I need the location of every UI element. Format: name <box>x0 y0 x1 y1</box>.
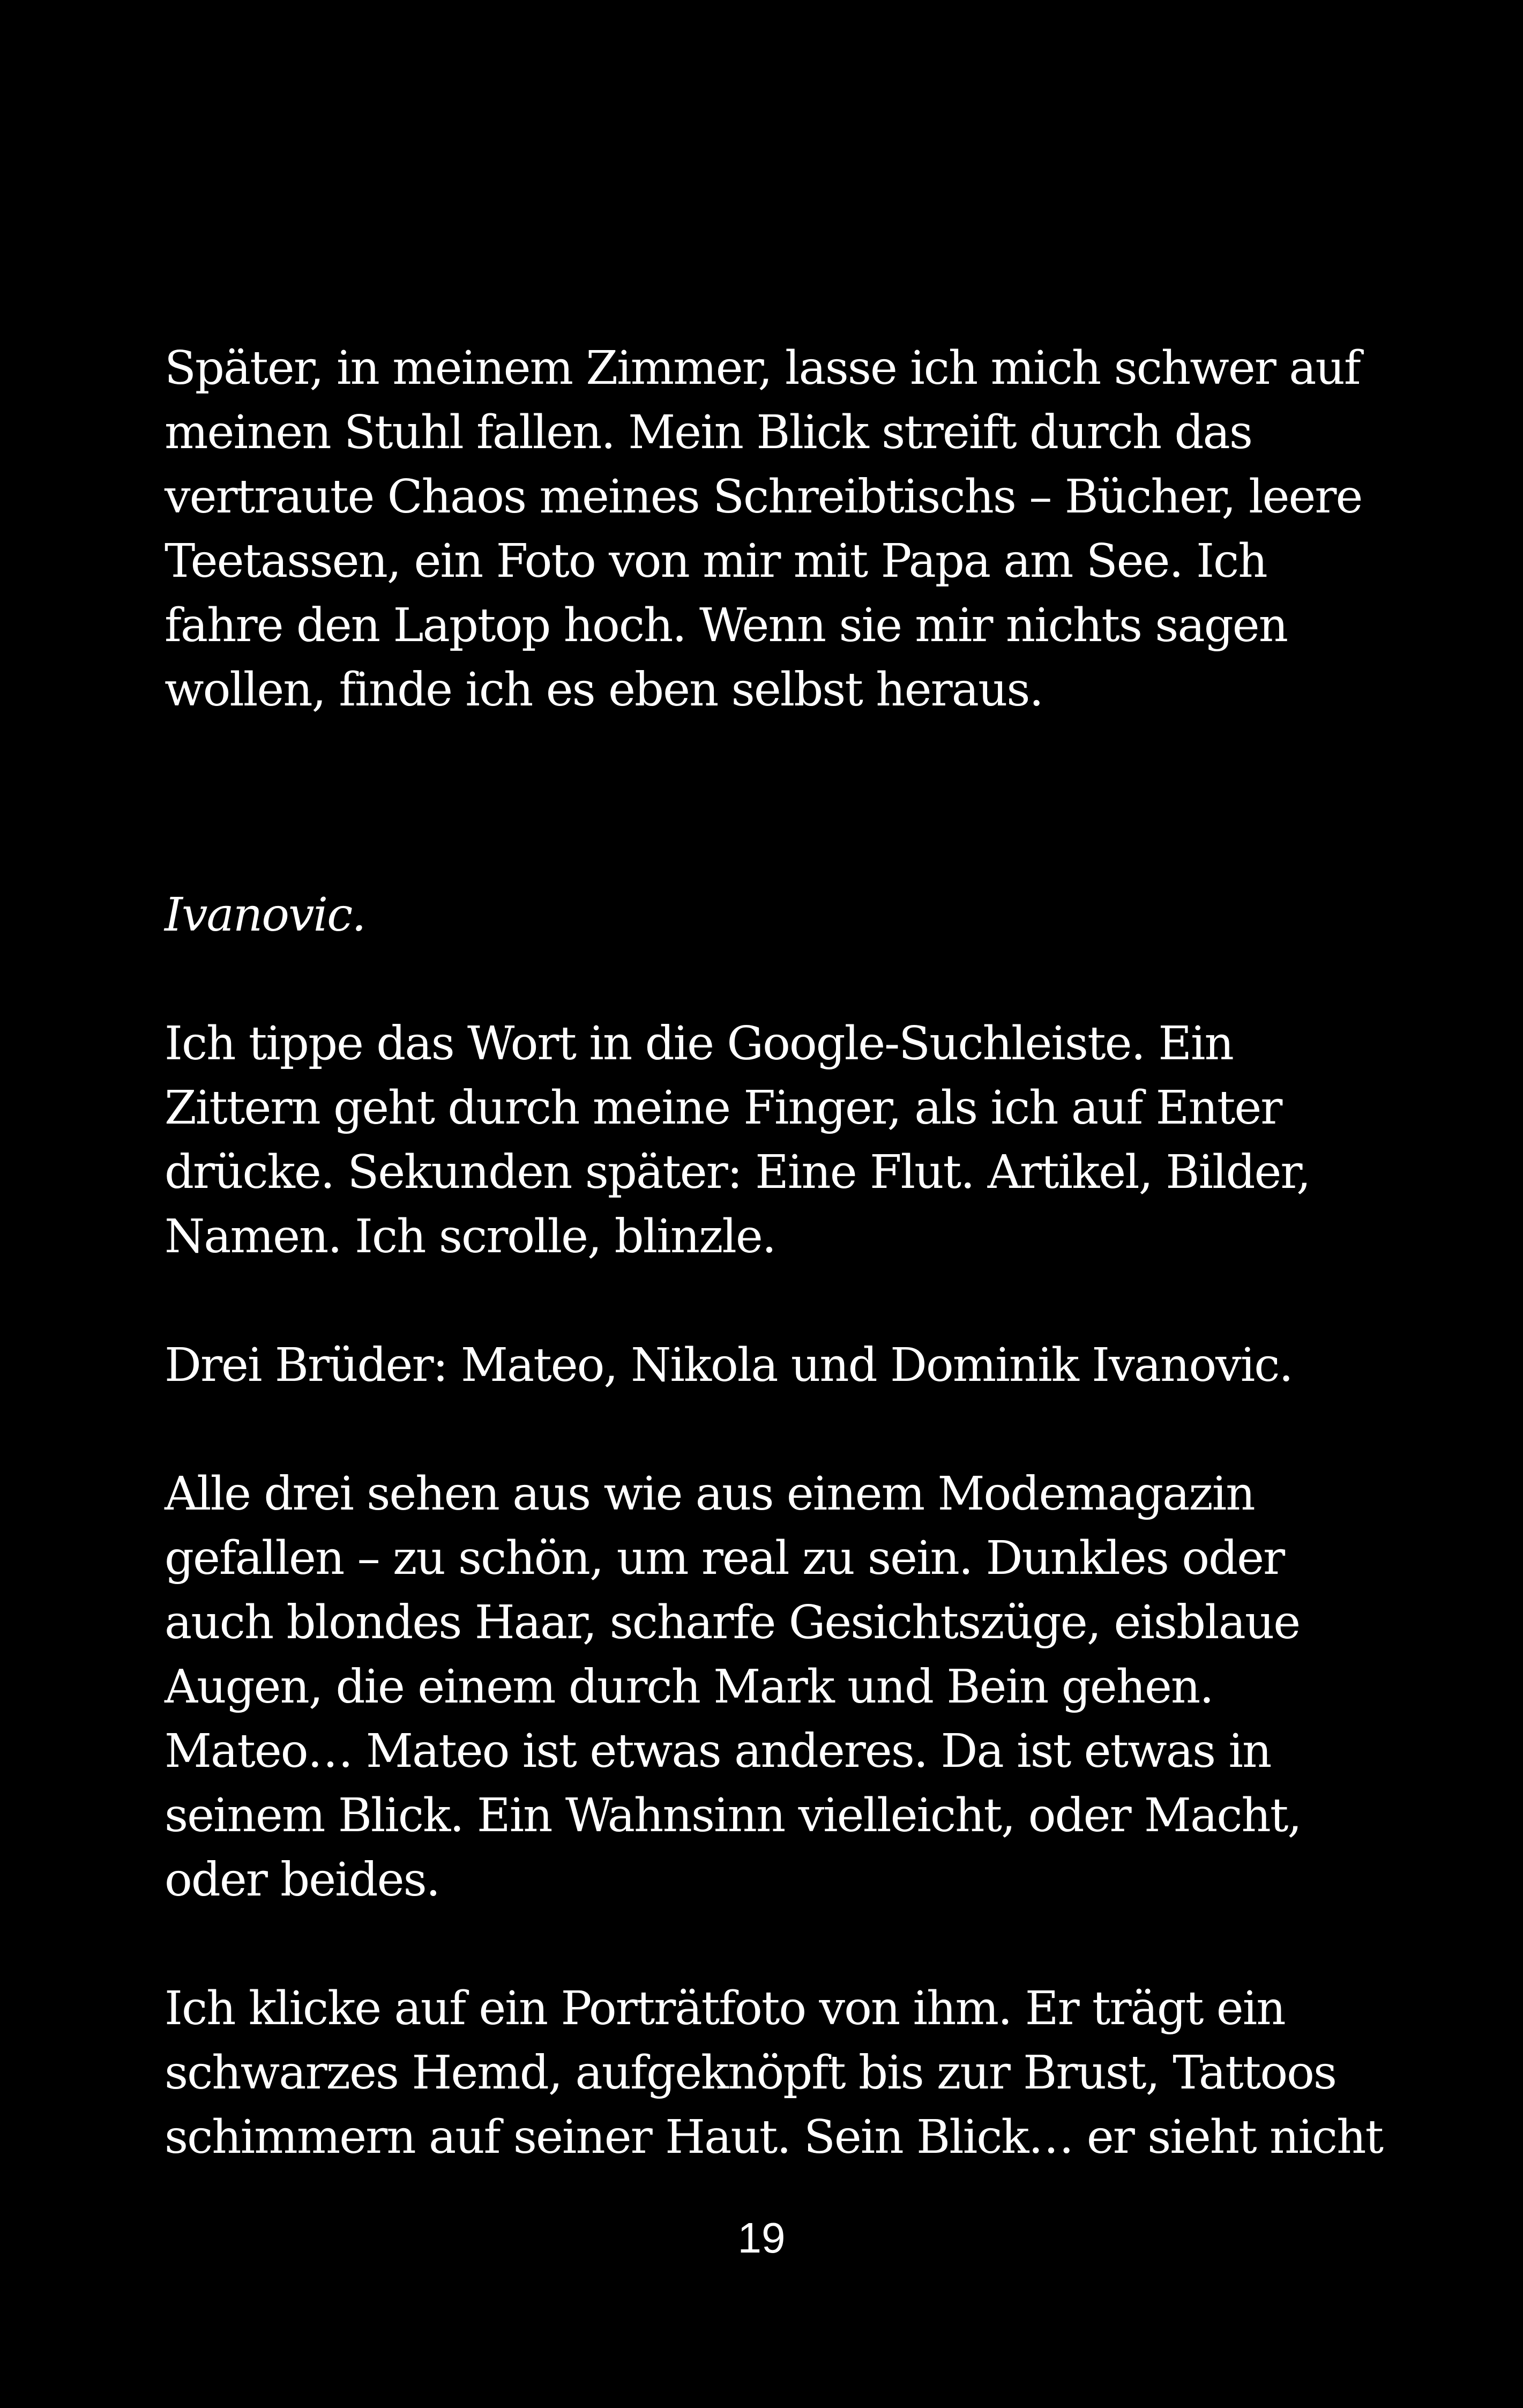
text-line: Teetassen, ein Foto von mir mit Papa am See. Ich <box>165 534 1267 588</box>
text-line: Alle drei sehen aus wie aus einem Modemagazin <box>165 1467 1255 1521</box>
text-line: meinen Stuhl fallen. Mein Blick streift durch das <box>165 406 1252 459</box>
body-text <box>165 336 1381 2169</box>
italic-heading-line: Ivanovic. <box>165 888 365 942</box>
text-line: auch blondes Haar, scharfe Gesichtszüge, eisblaue <box>165 1596 1300 1649</box>
text-line: Später, in meinem Zimmer, lasse ich mich schwer auf <box>165 341 1360 395</box>
paragraph-spacer <box>165 722 1381 883</box>
page-number: 19 <box>737 2214 786 2262</box>
paragraph-spacer <box>165 1269 1381 1333</box>
paragraph-spacer <box>165 1912 1381 1976</box>
text-line: Namen. Ich scrolle, blinzle. <box>165 1210 776 1264</box>
text-line: Augen, die einem durch Mark und Bein gehen. <box>165 1660 1213 1714</box>
text-line: fahre den Laptop hoch. Wenn sie mir nichts sagen <box>165 599 1288 652</box>
paragraph-spacer <box>165 947 1381 1012</box>
text-line: schimmern auf seiner Haut. Sein Blick… er sieht nicht <box>165 2110 1383 2164</box>
text-line: Zittern geht durch meine Finger, als ich auf Enter <box>165 1081 1282 1135</box>
text-line: oder beides. <box>165 1853 440 1907</box>
paragraph-spacer <box>165 1398 1381 1462</box>
text-line: drücke. Sekunden später: Eine Flut. Artikel, Bilder, <box>165 1146 1310 1199</box>
text-line: gefallen – zu schön, um real zu sein. Dunkles oder <box>165 1532 1285 1585</box>
text-line: Ich tippe das Wort in die Google-Suchleiste. Ein <box>165 1017 1233 1071</box>
text-line: seinem Blick. Ein Wahnsinn vielleicht, oder Macht, <box>165 1789 1301 1842</box>
text-line: vertraute Chaos meines Schreibtischs – Bücher, leere <box>165 470 1362 524</box>
text-line: Mateo… Mateo ist etwas anderes. Da ist etwas in <box>165 1725 1271 1778</box>
text-line: Drei Brüder: Mateo, Nikola und Dominik Ivanovic. <box>165 1339 1293 1392</box>
text-line: Ich klicke auf ein Porträtfoto von ihm. Er trägt ein <box>165 1982 1285 2035</box>
text-line: schwarzes Hemd, aufgeknöpft bis zur Brust, Tattoos <box>165 2046 1337 2100</box>
text-line: wollen, finde ich es eben selbst heraus. <box>165 663 1043 717</box>
